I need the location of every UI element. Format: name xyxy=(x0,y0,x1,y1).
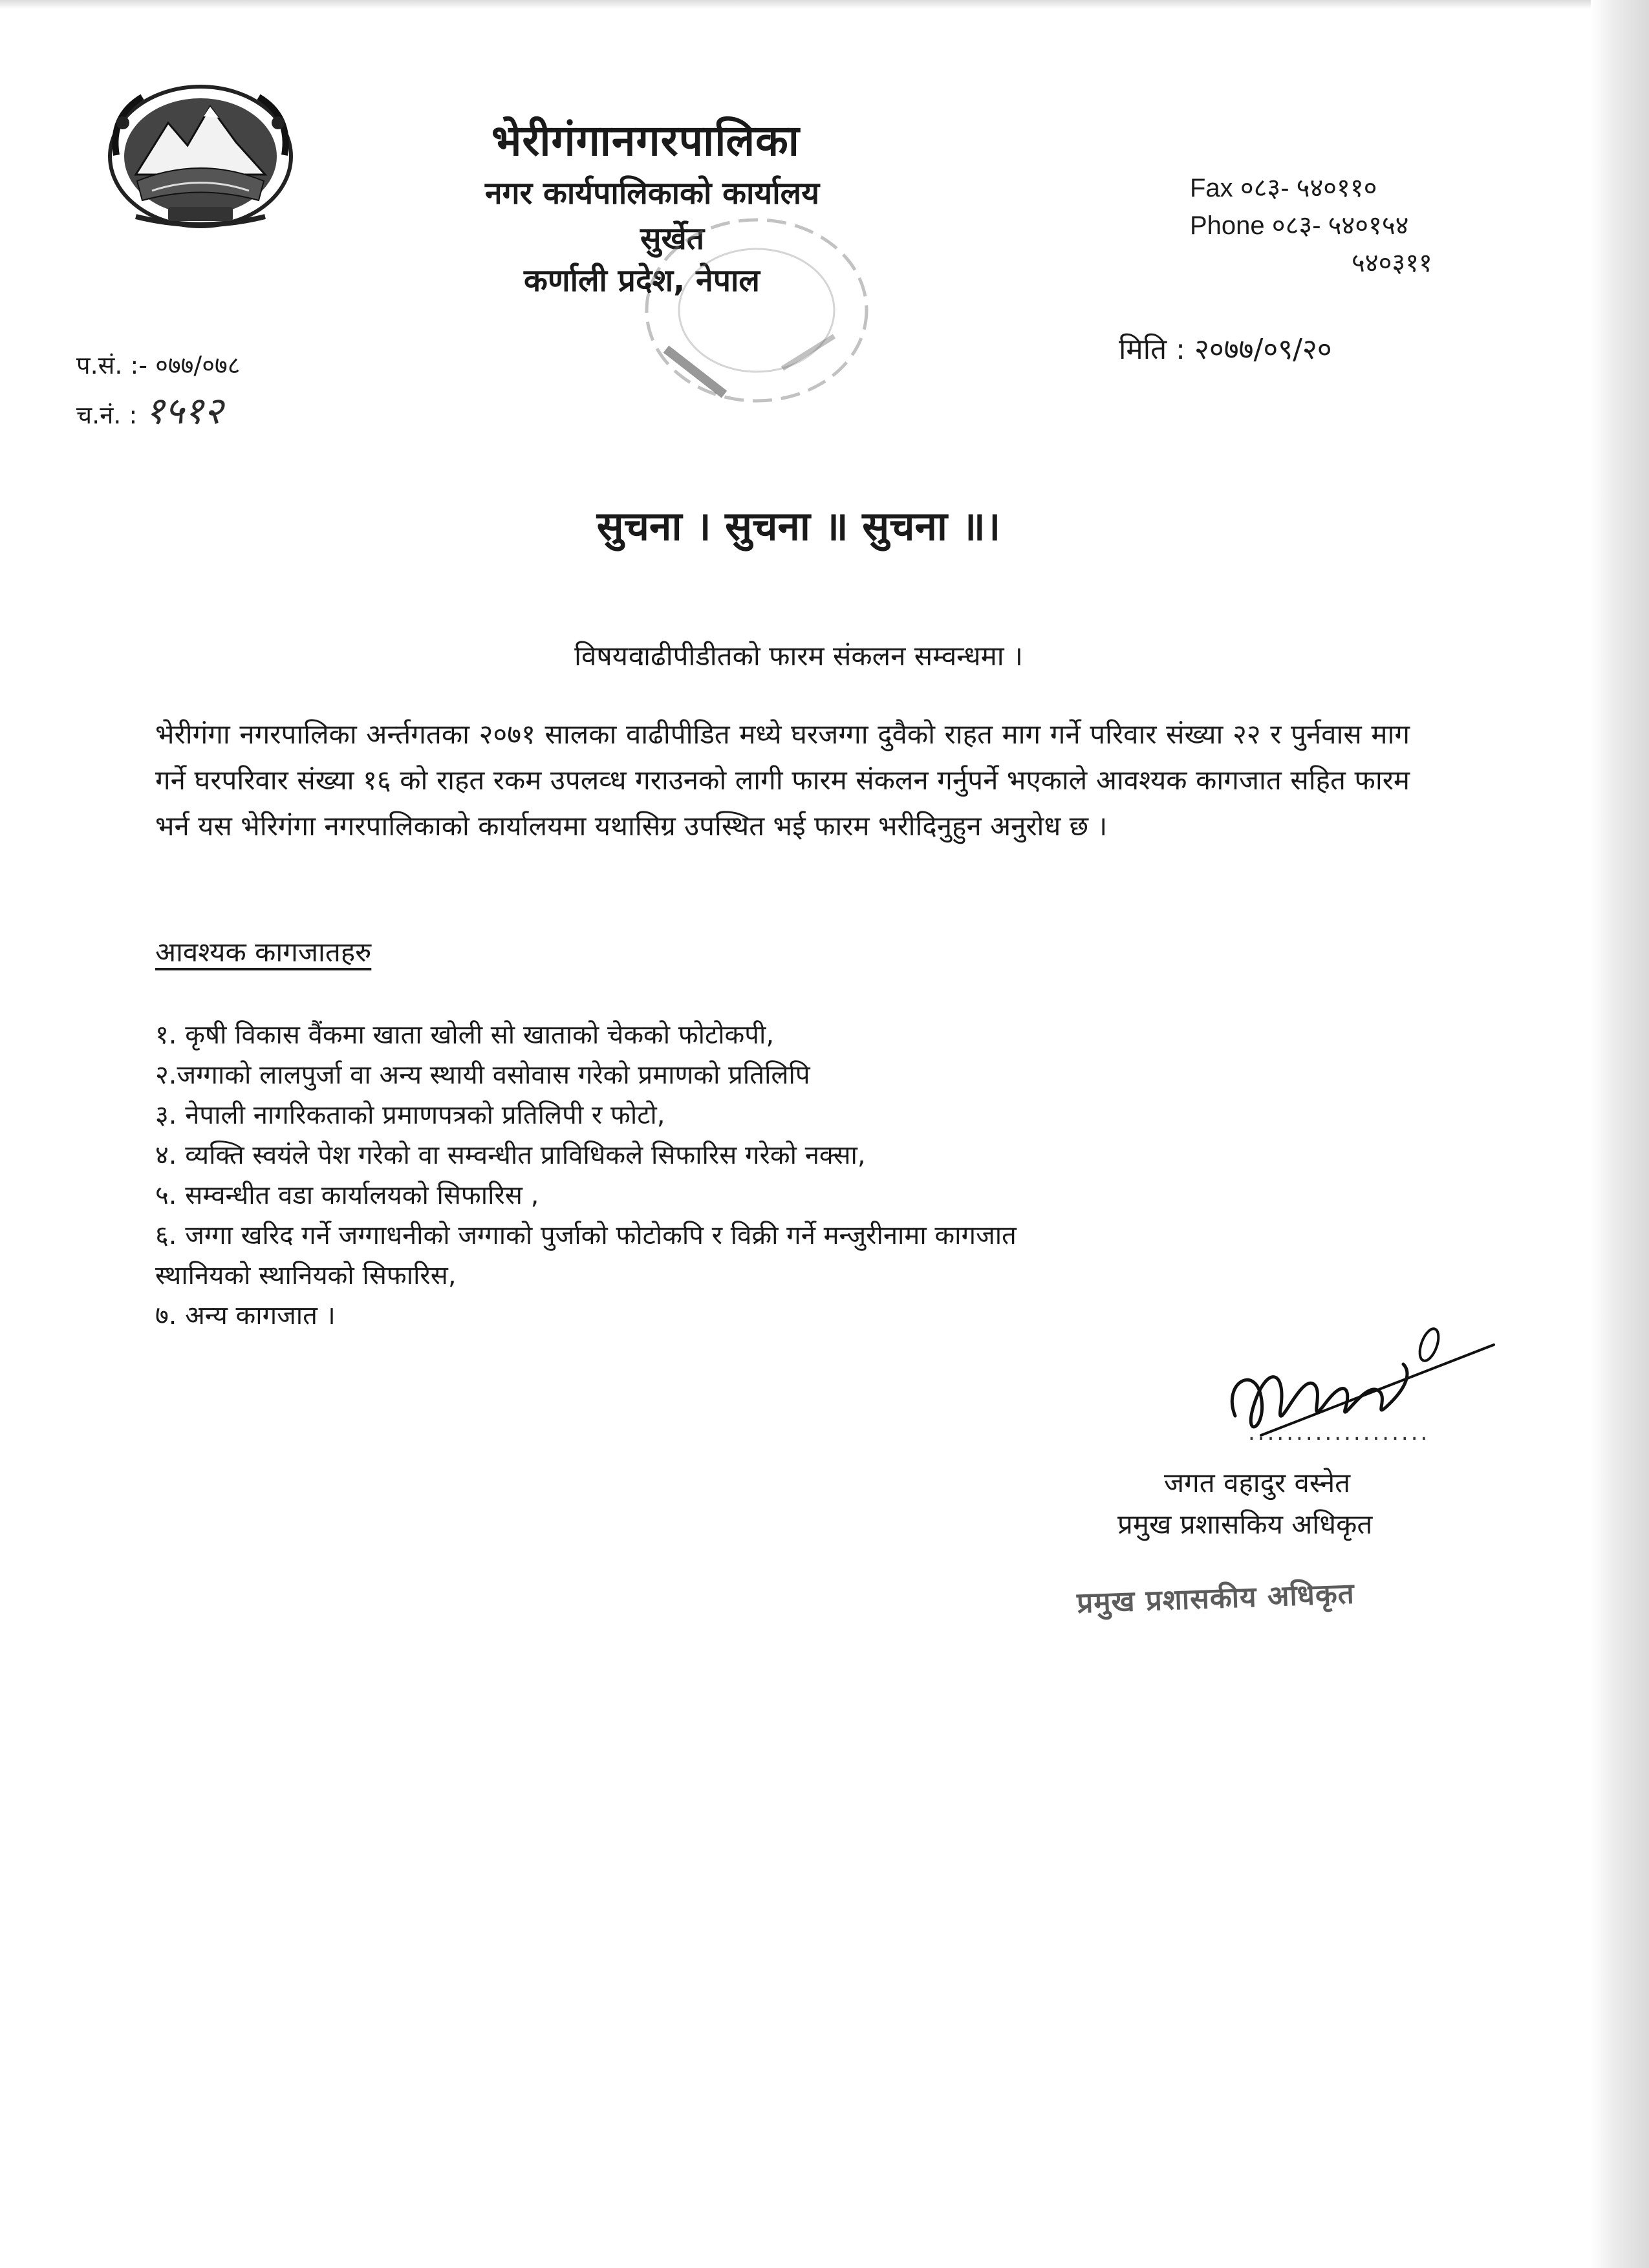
ps-value: ०७७/०७८ xyxy=(155,351,241,380)
list-item: ३. नेपाली नागरिकताको प्रमाणपत्रको प्रतिलिपी र फोटो, xyxy=(155,1100,665,1130)
notice-title-text: सुचना । सुचना ॥ सुचना ॥। xyxy=(596,502,1001,550)
subject-label: विषय : xyxy=(574,640,646,672)
notice-title xyxy=(0,498,1649,552)
subject-line xyxy=(0,637,1649,674)
date-label: मिति : xyxy=(1119,333,1185,366)
subject-wrap xyxy=(574,637,1023,674)
signature-dots: ................... xyxy=(1248,1420,1430,1446)
list-item: ६. जग्गा खरिद गर्ने जग्गाधनीको जग्गाको पुर्जाको फोटोकपि र विक्री गर्ने मन्जुरीनामा कागजात xyxy=(155,1221,1017,1250)
ps-line xyxy=(76,343,241,388)
reference-block xyxy=(76,343,241,438)
scan-right-edge xyxy=(1591,0,1649,2268)
office-name: नगर कार्यपालिकाको कार्यालय xyxy=(485,175,820,211)
date-line xyxy=(1119,328,1332,367)
designation-stamp-text: प्रमुख प्रशासकीय अधिकृत xyxy=(1076,1577,1355,1620)
phone-number-2: ५४०३११ xyxy=(1352,249,1432,277)
cn-line xyxy=(76,388,241,438)
list-item: २.जग्गाको लालपुर्जा वा अन्य स्थायी वसोवास गरेको प्रमाणको प्रतिलिपि xyxy=(155,1060,810,1090)
list-item: ७. अन्य कागजात । xyxy=(155,1301,336,1331)
office-place: सुर्खेत xyxy=(640,220,705,257)
list-item: १. कृषी विकास वैंकमा खाता खोली सो खाताको चेकको फोटोकपी, xyxy=(155,1020,775,1050)
date-value: २०७७/०९/२० xyxy=(1194,333,1332,366)
requirements-list xyxy=(155,1015,1017,1336)
subject-text: वाढीपीडीतको फारम संकलन सम्वन्धमा । xyxy=(628,640,1023,672)
scan-top-edge xyxy=(0,0,1649,9)
fax-label: Fax xyxy=(1190,174,1233,202)
requirements-heading: आवश्यक कागजातहरु xyxy=(155,936,372,968)
list-item: ५. सम्वन्धीत वडा कार्यालयको सिफारिस , xyxy=(155,1181,539,1210)
fax-number: ०८३- ५४०११० xyxy=(1240,174,1377,202)
phone-row xyxy=(1190,207,1432,244)
municipality-name: भेरीगंगानगरपालिका xyxy=(491,116,800,166)
ps-label: प.सं. :- xyxy=(76,351,148,380)
list-item: ४. व्यक्ति स्वयंले पेश गरेको वा सम्वन्धीत प्राविधिकले सिफारिस गरेको नक्सा, xyxy=(155,1140,866,1170)
phone-row-2 xyxy=(1190,244,1432,282)
cn-label: च.नं. : xyxy=(76,401,138,429)
fax-row xyxy=(1190,169,1432,207)
cn-value-handwritten: १५१२ xyxy=(145,389,223,433)
contact-block xyxy=(1190,169,1432,282)
nepal-emblem-icon xyxy=(97,78,304,233)
signatory-name: जगत वहादुर वस्नेत xyxy=(1164,1467,1351,1499)
designation-stamp xyxy=(1076,1573,1355,1621)
body-paragraph: भेरीगंगा नगरपालिका अर्न्तगतका २०७१ सालका वाढीपीडित मध्ये घरजग्गा दुवैको राहत माग गर्ने परिवार संख्या २२ र पुर्नवास माग गर्ने घरपरिवार संख्या १६ को राहत रकम उपलव्ध गराउनको लागी फारम संकलन गर्नुपर्ने भएकाले आवश्यक कागजात सहित फारम भर्न यस भेरिगंगा नगरपालिकाको कार्यालयमा यथासिग्र उपस्थित भई फारम भरीदिनुहुन अनुरोध छ । xyxy=(155,718,1410,842)
office-province: कर्णाली प्रदेश, नेपाल xyxy=(524,262,760,299)
office-stamp-icon xyxy=(621,200,892,414)
signatory-title: प्रमुख प्रशासकिय अधिकृत xyxy=(1117,1508,1373,1540)
phone-label: Phone xyxy=(1190,211,1265,240)
phone-number-1: ०८३- ५४०१५४ xyxy=(1271,211,1409,240)
list-item: स्थानियको स्थानियको सिफारिस, xyxy=(155,1261,457,1290)
